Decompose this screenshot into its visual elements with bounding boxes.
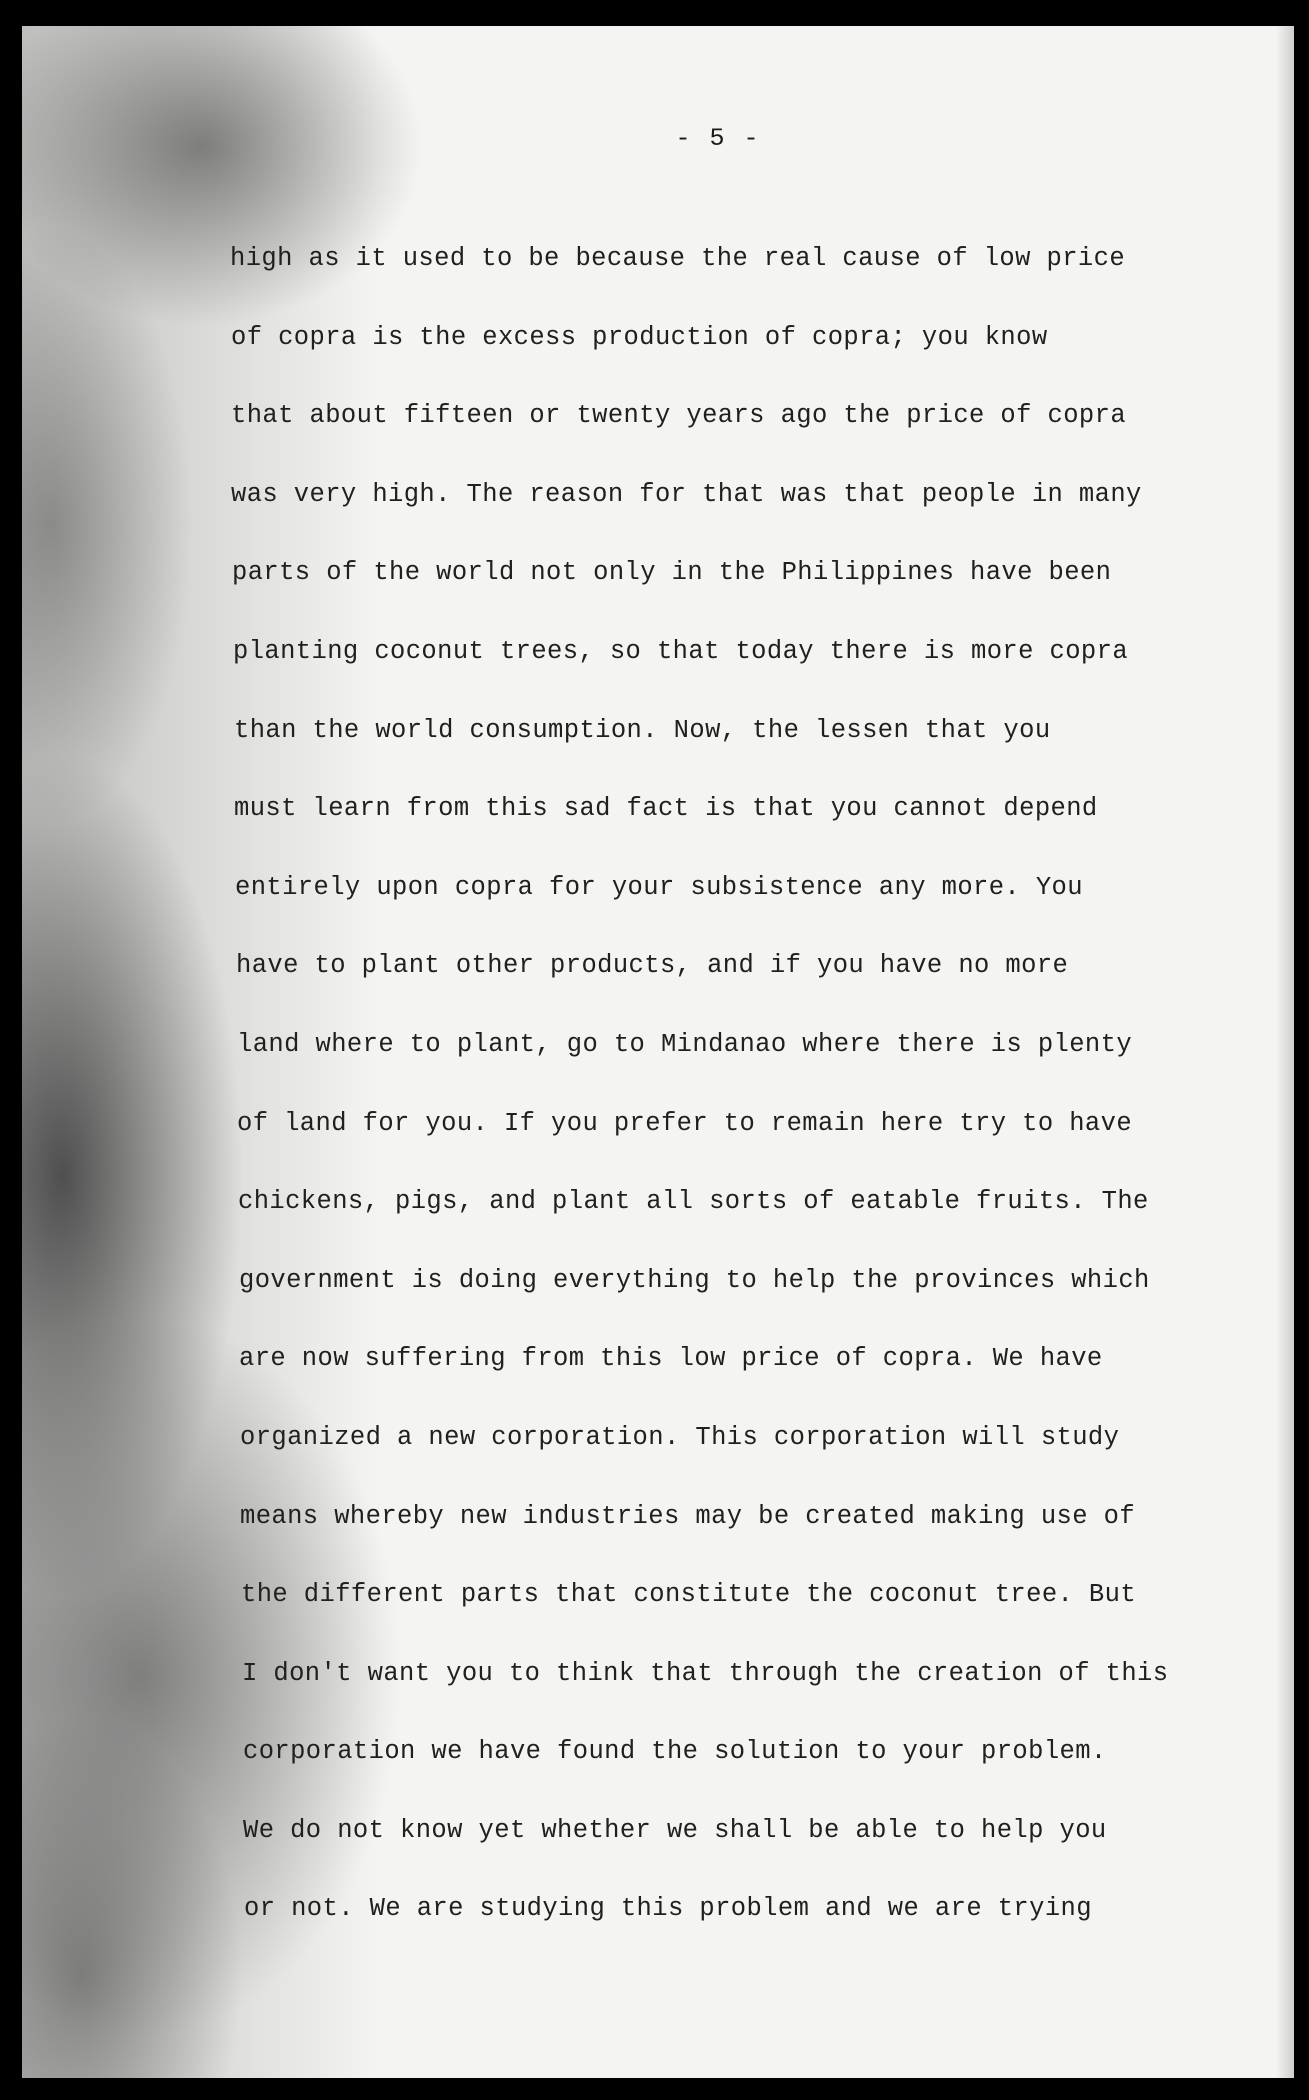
text-line: high as it used to be because the real cause of low price xyxy=(230,244,1126,273)
text-line: parts of the world not only in the Philippines have been xyxy=(232,558,1112,588)
text-line: was very high. The reason for that was that people in many xyxy=(231,479,1142,509)
typewritten-page xyxy=(22,26,1294,2078)
text-line: I don't want you to think that through the creation of this xyxy=(242,1658,1169,1688)
text-line: must learn from this sad fact is that you cannot depend xyxy=(234,794,1098,824)
text-line: of land for you. If you prefer to remain here try to have xyxy=(237,1108,1133,1138)
text-line: that about fifteen or twenty years ago the price of copra xyxy=(231,401,1127,431)
text-line: planting coconut trees, so that today there is more copra xyxy=(233,636,1129,666)
text-line: have to plant other products, and if you have no more xyxy=(236,951,1069,981)
text-line: corporation we have found the solution to your problem. xyxy=(243,1737,1107,1767)
text-line: than the world consumption. Now, the lessen that you xyxy=(234,715,1051,745)
text-line: We do not know yet whether we shall be able to help you xyxy=(243,1815,1107,1845)
text-line: land where to plant, go to Mindanao where there is plenty xyxy=(237,1029,1133,1059)
page-number: - 5 - xyxy=(675,124,761,153)
body-text xyxy=(230,241,1250,1970)
text-line: of copra is the excess production of copra; you know xyxy=(231,322,1048,352)
text-line: the different parts that constitute the coconut tree. But xyxy=(241,1580,1137,1610)
text-line: are now suffering from this low price of copra. We have xyxy=(239,1344,1103,1374)
text-line: means whereby new industries may be created making use of xyxy=(240,1501,1136,1531)
text-line: chickens, pigs, and plant all sorts of eatable fruits. The xyxy=(238,1187,1149,1217)
text-line: government is doing everything to help the provinces which xyxy=(239,1265,1150,1295)
page-edge-shadow xyxy=(1276,26,1294,2078)
text-line: entirely upon copra for your subsistence any more. You xyxy=(235,872,1083,902)
text-line: or not. We are studying this problem and we are trying xyxy=(244,1894,1092,1924)
text-line: organized a new corporation. This corporation will study xyxy=(240,1422,1120,1452)
